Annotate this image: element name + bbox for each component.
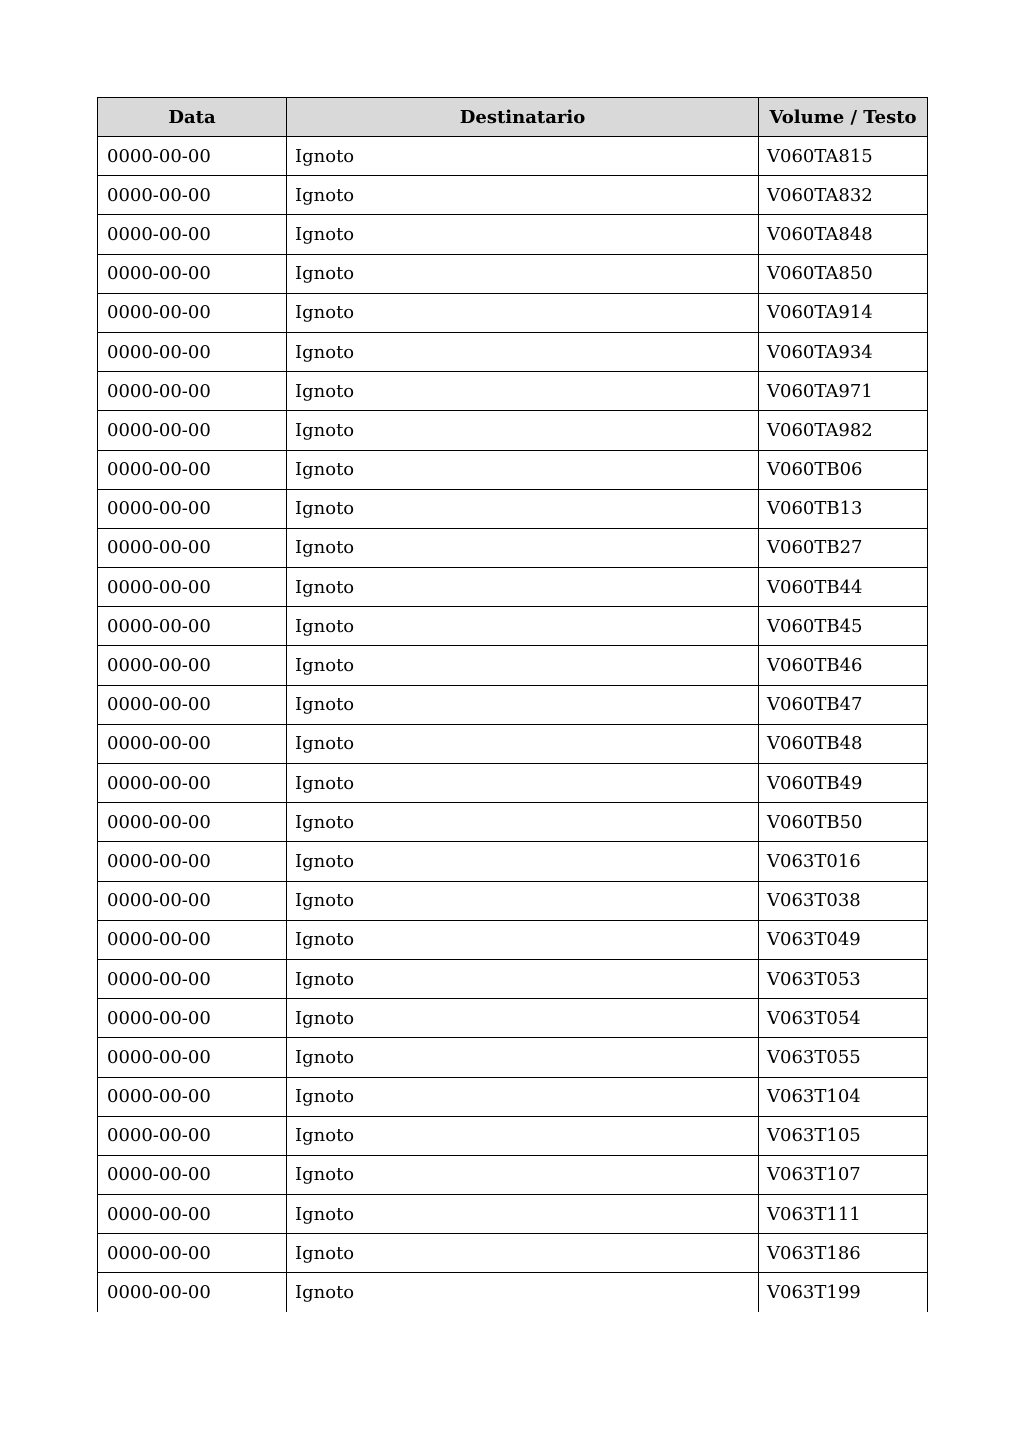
cell-data: 0000-00-00 (98, 215, 287, 254)
cell-destinatario: Ignoto (287, 764, 759, 803)
table-row (98, 215, 928, 254)
table-row (98, 293, 928, 332)
cell-data: 0000-00-00 (98, 999, 287, 1038)
cell-data: 0000-00-00 (98, 1195, 287, 1234)
cell-volume: V063T105 (759, 1116, 928, 1155)
cell-volume: V060TA815 (759, 137, 928, 176)
cell-destinatario: Ignoto (287, 607, 759, 646)
cell-data: 0000-00-00 (98, 1116, 287, 1155)
table-row (98, 1234, 928, 1273)
table-row (98, 1195, 928, 1234)
cell-volume: V060TA914 (759, 293, 928, 332)
cell-destinatario: Ignoto (287, 959, 759, 998)
cell-destinatario: Ignoto (287, 568, 759, 607)
cell-volume: V060TA850 (759, 254, 928, 293)
cell-volume: V063T053 (759, 959, 928, 998)
table-row (98, 920, 928, 959)
cell-volume: V060TA848 (759, 215, 928, 254)
table-row (98, 803, 928, 842)
cell-destinatario: Ignoto (287, 724, 759, 763)
cell-data: 0000-00-00 (98, 254, 287, 293)
cell-destinatario: Ignoto (287, 646, 759, 685)
cell-destinatario: Ignoto (287, 332, 759, 371)
cell-volume: V063T016 (759, 842, 928, 881)
cell-volume: V063T055 (759, 1038, 928, 1077)
cell-volume: V060TB44 (759, 568, 928, 607)
cell-volume: V060TB06 (759, 450, 928, 489)
cell-data: 0000-00-00 (98, 1038, 287, 1077)
cell-volume: V060TB13 (759, 489, 928, 528)
cell-destinatario: Ignoto (287, 254, 759, 293)
cell-destinatario: Ignoto (287, 842, 759, 881)
cell-destinatario: Ignoto (287, 372, 759, 411)
cell-data: 0000-00-00 (98, 332, 287, 371)
table-row (98, 332, 928, 371)
cell-data: 0000-00-00 (98, 803, 287, 842)
table-row (98, 646, 928, 685)
cell-volume: V063T107 (759, 1155, 928, 1194)
cell-destinatario: Ignoto (287, 920, 759, 959)
cell-data: 0000-00-00 (98, 1155, 287, 1194)
cell-volume: V060TB27 (759, 528, 928, 567)
cell-destinatario: Ignoto (287, 215, 759, 254)
cell-destinatario: Ignoto (287, 1195, 759, 1234)
cell-data: 0000-00-00 (98, 528, 287, 567)
cell-data: 0000-00-00 (98, 450, 287, 489)
cell-data: 0000-00-00 (98, 646, 287, 685)
table-row (98, 1116, 928, 1155)
table-row (98, 137, 928, 176)
cell-volume: V060TB48 (759, 724, 928, 763)
table-row (98, 176, 928, 215)
cell-destinatario: Ignoto (287, 1155, 759, 1194)
cell-data: 0000-00-00 (98, 1273, 287, 1312)
cell-destinatario: Ignoto (287, 528, 759, 567)
cell-destinatario: Ignoto (287, 1116, 759, 1155)
cell-data: 0000-00-00 (98, 411, 287, 450)
table-row (98, 842, 928, 881)
cell-destinatario: Ignoto (287, 881, 759, 920)
cell-data: 0000-00-00 (98, 842, 287, 881)
cell-data: 0000-00-00 (98, 685, 287, 724)
cell-volume: V063T038 (759, 881, 928, 920)
table-row (98, 764, 928, 803)
cell-data: 0000-00-00 (98, 568, 287, 607)
table-row (98, 489, 928, 528)
table-row (98, 568, 928, 607)
table-body (98, 137, 928, 1313)
cell-volume: V063T104 (759, 1077, 928, 1116)
table-header (98, 98, 928, 137)
cell-destinatario: Ignoto (287, 685, 759, 724)
cell-data: 0000-00-00 (98, 881, 287, 920)
letters-table (97, 97, 928, 1312)
column-header-volume: Volume / Testo (759, 98, 928, 137)
table-row (98, 254, 928, 293)
table-row (98, 959, 928, 998)
cell-volume: V060TA982 (759, 411, 928, 450)
cell-destinatario: Ignoto (287, 999, 759, 1038)
table-row (98, 450, 928, 489)
cell-destinatario: Ignoto (287, 411, 759, 450)
cell-volume: V063T186 (759, 1234, 928, 1273)
cell-destinatario: Ignoto (287, 137, 759, 176)
cell-data: 0000-00-00 (98, 137, 287, 176)
cell-volume: V060TB46 (759, 646, 928, 685)
cell-data: 0000-00-00 (98, 764, 287, 803)
table-row (98, 411, 928, 450)
cell-data: 0000-00-00 (98, 959, 287, 998)
cell-destinatario: Ignoto (287, 450, 759, 489)
cell-data: 0000-00-00 (98, 920, 287, 959)
table-row (98, 724, 928, 763)
cell-data: 0000-00-00 (98, 293, 287, 332)
table-row (98, 1273, 928, 1312)
cell-volume: V060TA971 (759, 372, 928, 411)
cell-data: 0000-00-00 (98, 176, 287, 215)
table-row (98, 1038, 928, 1077)
cell-volume: V060TB50 (759, 803, 928, 842)
table-row (98, 685, 928, 724)
cell-data: 0000-00-00 (98, 489, 287, 528)
cell-data: 0000-00-00 (98, 724, 287, 763)
cell-destinatario: Ignoto (287, 1038, 759, 1077)
table-row (98, 999, 928, 1038)
cell-destinatario: Ignoto (287, 489, 759, 528)
cell-volume: V060TA934 (759, 332, 928, 371)
cell-volume: V063T199 (759, 1273, 928, 1312)
cell-volume: V060TA832 (759, 176, 928, 215)
cell-destinatario: Ignoto (287, 1077, 759, 1116)
table-row (98, 1155, 928, 1194)
table-row (98, 528, 928, 567)
cell-data: 0000-00-00 (98, 372, 287, 411)
header-row (98, 98, 928, 137)
column-header-data: Data (98, 98, 287, 137)
cell-destinatario: Ignoto (287, 803, 759, 842)
table-row (98, 881, 928, 920)
cell-volume: V063T054 (759, 999, 928, 1038)
cell-data: 0000-00-00 (98, 607, 287, 646)
cell-destinatario: Ignoto (287, 176, 759, 215)
cell-volume: V063T111 (759, 1195, 928, 1234)
cell-data: 0000-00-00 (98, 1077, 287, 1116)
column-header-destinatario: Destinatario (287, 98, 759, 137)
cell-volume: V063T049 (759, 920, 928, 959)
cell-destinatario: Ignoto (287, 293, 759, 332)
cell-destinatario: Ignoto (287, 1234, 759, 1273)
cell-volume: V060TB49 (759, 764, 928, 803)
table-row (98, 607, 928, 646)
cell-volume: V060TB47 (759, 685, 928, 724)
table-row (98, 1077, 928, 1116)
cell-volume: V060TB45 (759, 607, 928, 646)
cell-data: 0000-00-00 (98, 1234, 287, 1273)
cell-destinatario: Ignoto (287, 1273, 759, 1312)
table-row (98, 372, 928, 411)
